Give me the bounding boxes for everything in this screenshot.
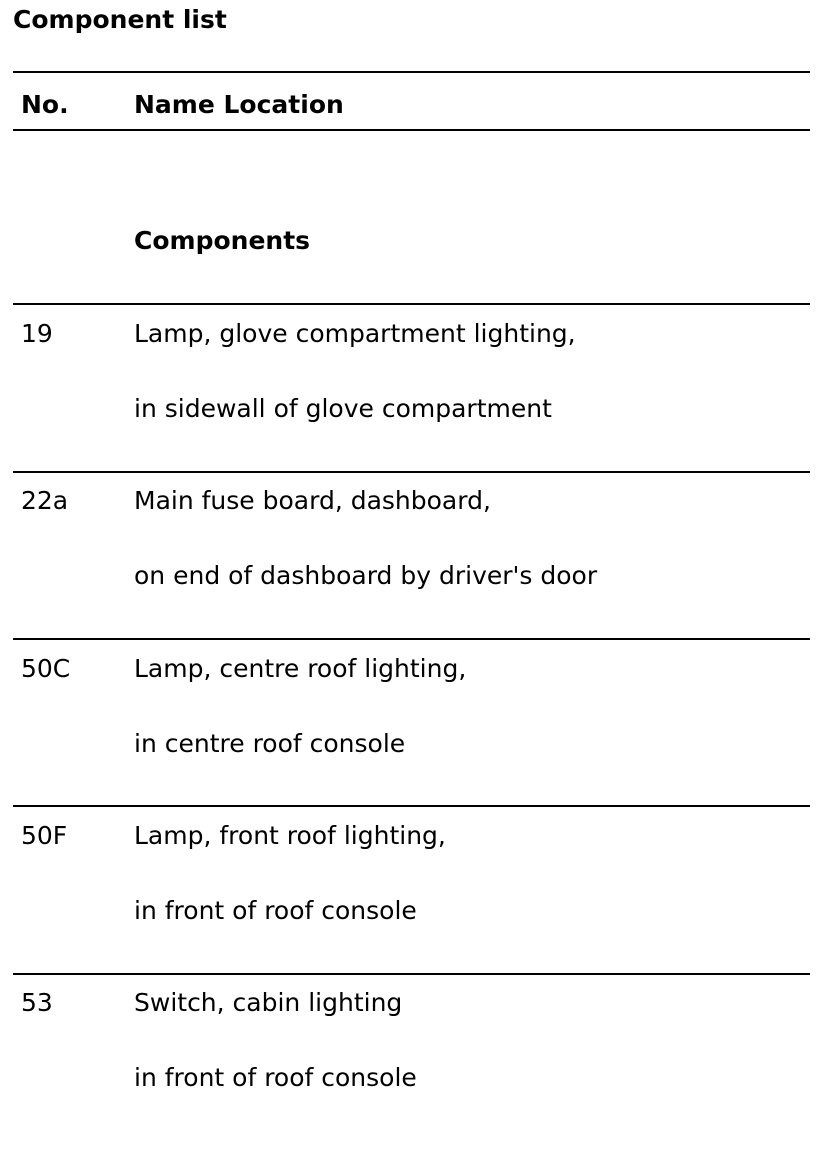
row-name: Lamp, glove compartment lighting, bbox=[134, 319, 576, 348]
row-location: in front of roof console bbox=[134, 1063, 417, 1092]
table-row bbox=[0, 975, 832, 1125]
row-location: in centre roof console bbox=[134, 729, 406, 758]
table-row bbox=[0, 306, 832, 456]
row-name: Lamp, front roof lighting, bbox=[134, 821, 446, 850]
row-divider bbox=[13, 805, 810, 807]
column-header-name-location: Name Location bbox=[134, 90, 344, 119]
row-name: Lamp, centre roof lighting, bbox=[134, 654, 467, 683]
row-number: 19 bbox=[21, 319, 53, 348]
table-row bbox=[0, 641, 832, 791]
row-number: 22a bbox=[21, 486, 69, 515]
row-location: in front of roof console bbox=[134, 896, 417, 925]
row-location: on end of dashboard by driver's door bbox=[134, 561, 598, 590]
header-bottom-rule bbox=[13, 129, 810, 131]
row-name: Switch, cabin lighting bbox=[134, 988, 403, 1017]
table-row bbox=[0, 473, 832, 623]
table-top-rule bbox=[13, 71, 810, 73]
row-name: Main fuse board, dashboard, bbox=[134, 486, 491, 515]
row-number: 53 bbox=[21, 988, 53, 1017]
table-row bbox=[0, 808, 832, 958]
row-number: 50F bbox=[21, 821, 68, 850]
section-title: Components bbox=[134, 226, 311, 255]
column-header-no: No. bbox=[21, 90, 69, 119]
row-divider bbox=[13, 638, 810, 640]
section-rule bbox=[13, 303, 810, 305]
row-location: in sidewall of glove compartment bbox=[134, 394, 552, 423]
row-number: 50C bbox=[21, 654, 71, 683]
page-title: Component list bbox=[13, 5, 227, 34]
